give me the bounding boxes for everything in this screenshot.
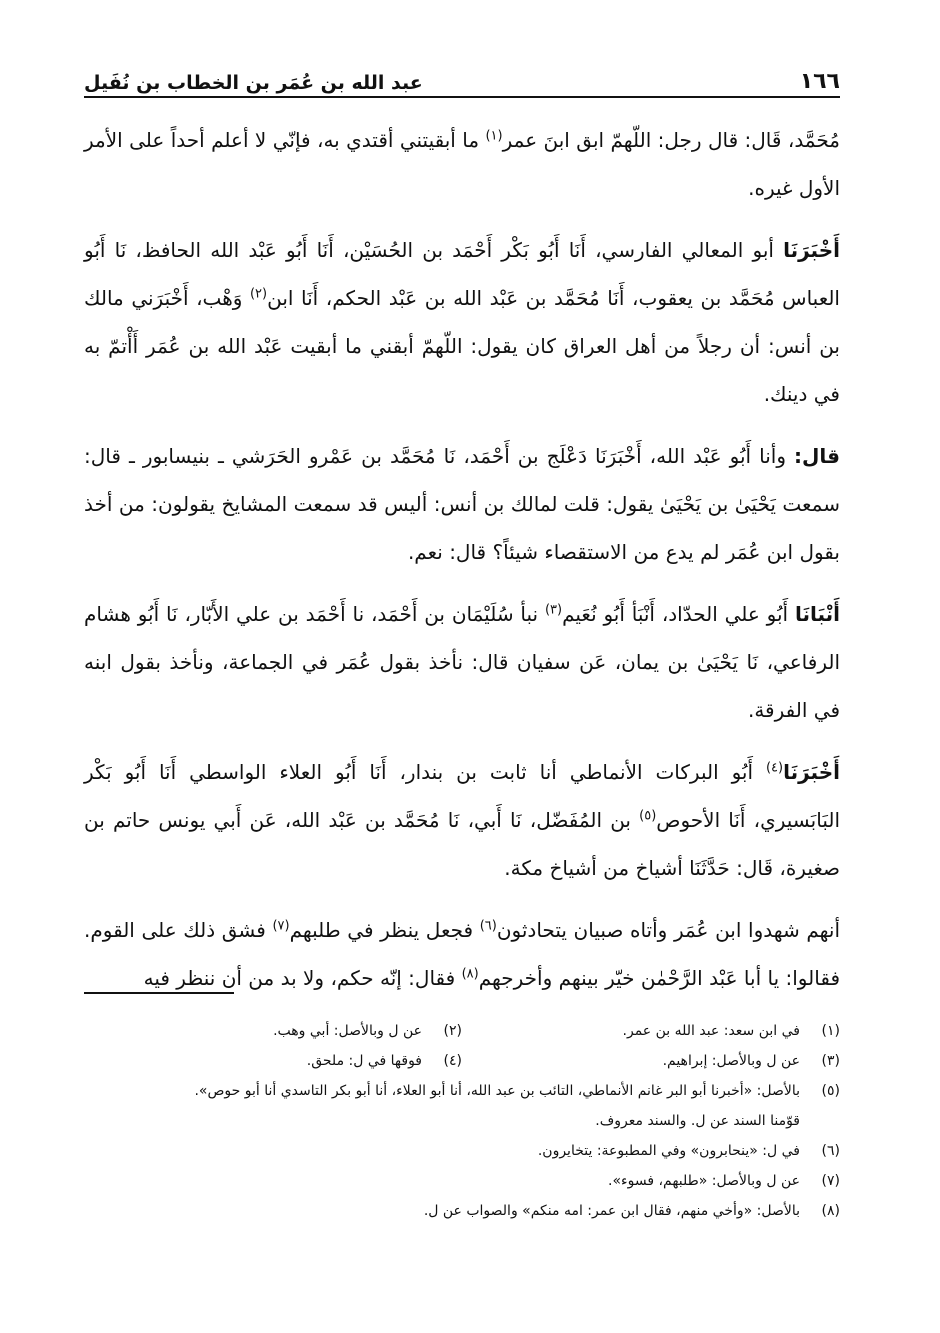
paragraph-text: وأنا أَبُو عَبْد الله، أَخْبَرَنَا دَعْلَج بن أَحْمَد، نَا مُحَمَّد بن عَمْرو الحَرَشي ـ بنيسابور ـ قال: سمعت يَحْيَىٰ بن يَحْيَىٰ يقول: قلت لمالك بن أنس: أليس قد سمعت المشايخ يقولون: من أخذ بقول ابن عُمَر لم يدع من الاستقصاء شيئاً؟ قال: نعم. bbox=[84, 444, 840, 564]
footnote-number: (٧) bbox=[821, 1173, 840, 1189]
footnote-number: (٥) bbox=[821, 1083, 840, 1099]
paragraph-text: فجعل ينظر في طلبهم bbox=[289, 918, 480, 942]
paragraph-text: وَهْب، أَخْبَرَني مالك بن أنس: أن رجلاً من أهل العراق كان يقول: اللّهمّ أبقني ما أبقيت عَبْد الله بن عُمَر أَأْتمّ به في دينك. bbox=[84, 286, 840, 406]
paragraph-6 bbox=[84, 906, 840, 1002]
footnote-text: في ل: «ينحابرون» وفي المطبوعة: يتخايرون. bbox=[537, 1143, 800, 1159]
paragraph-5 bbox=[84, 748, 840, 892]
footnote-ref: (٥) bbox=[639, 808, 657, 824]
footnote-text: بالأصل: «أخبرنا أبو البر غانم الأنماطي، التائب بن عبد الله، أنا أبو العلاء، أنا أبو بكر التاسدي أنا أبو حوص». bbox=[194, 1083, 800, 1099]
main-text bbox=[84, 116, 840, 1016]
paragraph-text: أَبُو علي الحدّاد، أَنْبَأ أَبُو نُعَيم bbox=[562, 602, 795, 626]
footnote-row bbox=[84, 1046, 840, 1076]
paragraph-3 bbox=[84, 432, 840, 576]
paragraph-text: أنهم شهدوا ابن عُمَر وأتاه صبيان يتحادثون bbox=[496, 918, 840, 942]
footnote-number: (٨) bbox=[821, 1203, 840, 1219]
footnote-5 bbox=[84, 1076, 840, 1106]
page-header bbox=[84, 56, 840, 98]
footnote-3 bbox=[462, 1046, 840, 1076]
paragraph-text: أَبُو البركات الأنماطي أنا ثابت بن بندار، أَنَا أَبُو العلاء الواسطي أَنَا أَبُو بَكْر البَابَسيري، أَنَا الأحوص bbox=[84, 760, 840, 832]
footnote-ref: (٧) bbox=[272, 918, 290, 934]
transmission-lead: أَخْبَرَنَا bbox=[783, 238, 840, 262]
paragraph-4 bbox=[84, 590, 840, 734]
transmission-lead: أَنْبَانَا bbox=[794, 602, 841, 626]
footnote-number: (١) bbox=[821, 1023, 840, 1039]
footnote-number: (٦) bbox=[821, 1143, 840, 1159]
paragraph-2 bbox=[84, 226, 840, 418]
footnote-separator bbox=[84, 992, 234, 994]
footnote-text: عن ل وبالأصل: «طلبهم، فسوء». bbox=[608, 1173, 800, 1189]
paragraph-1 bbox=[84, 116, 840, 212]
footnote-number: (٣) bbox=[821, 1053, 840, 1069]
footnote-ref: (٣) bbox=[544, 602, 563, 618]
paragraph-text: ما أبقيتني أقتدي به، فإنّي لا أعلم أحداً على الأمر الأول غيره. bbox=[84, 128, 840, 200]
footnote-8 bbox=[84, 1196, 840, 1226]
footnote-6 bbox=[84, 1136, 840, 1166]
paragraph-text: فشق ذلك على القوم. فقالوا: يا أبا عَبْد الرَّحْمٰن خيّر بينهم وأخرجهم bbox=[84, 918, 840, 990]
transmission-lead: أَخْبَرَنَا bbox=[783, 760, 840, 784]
footnote-7 bbox=[84, 1166, 840, 1196]
paragraph-text: أبو المعالي الفارسي، أَنَا أَبُو بَكْر أَحْمَد بن الحُسَيْن، أَنَا أَبُو عَبْد الله الحافظ، نَا أَبُو العباس مُحَمَّد بن يعقوب، أَنَا مُحَمَّد بن عَبْد الله بن عَبْد الحكم، أَنَا ابن bbox=[84, 238, 840, 310]
footnote-ref: (١) bbox=[485, 128, 503, 144]
footnotes bbox=[84, 1016, 840, 1226]
footnote-ref: (٨) bbox=[461, 966, 479, 982]
footnote-text: في ابن سعد: عبد الله بن عمر. bbox=[622, 1023, 800, 1039]
footnote-4 bbox=[84, 1046, 462, 1076]
paragraph-text: فقال: إنّه حكم، ولا بد من أن ننظر فيه bbox=[143, 966, 462, 990]
footnote-text: عن ل وبالأصل: إبراهيم. bbox=[662, 1053, 800, 1069]
footnote-text: بالأصل: «وأخي منهم، فقال ابن عمر: امه منكم» والصواب عن ل. bbox=[423, 1203, 800, 1219]
footnote-5-continuation: قوّمنا السند عن ل. والسند معروف. bbox=[595, 1113, 800, 1129]
running-title: عبد الله بن عُمَر بن الخطاب بن نُفَيل bbox=[84, 72, 423, 94]
transmission-lead: قال: bbox=[794, 444, 840, 468]
footnote-2 bbox=[84, 1016, 462, 1046]
footnote-text: فوقها في ل: ملحق. bbox=[306, 1053, 422, 1069]
footnote-number: (٢) bbox=[443, 1023, 462, 1039]
paragraph-text: نبأ سُلَيْمَان بن أَحْمَد، نا أَحْمَد بن علي الأَبّار، نَا أَبُو هشام الرفاعي، نَا يَحْيَىٰ بن يمان، عَن سفيان قال: نأخذ بقول عُمَر في الجماعة، ونأخذ بقول ابنه في الفرقة. bbox=[84, 602, 840, 722]
footnote-row bbox=[84, 1016, 840, 1046]
paragraph-text: بن المُفَضّل، نَا أَبي، نَا مُحَمَّد بن عَبْد الله، عَن أَبي يونس حاتم بن صغيرة، قَال: حَدَّثَنَا أشياخ من أشياخ مكة. bbox=[84, 808, 840, 880]
footnote-ref: (٤) bbox=[765, 760, 784, 776]
paragraph-text: مُحَمَّد، قَال: قال رجل: اللّهمّ ابق ابنَ عمر bbox=[502, 128, 840, 152]
footnote-text: عن ل وبالأصل: أبي وهب. bbox=[273, 1023, 422, 1039]
page-number: ١٦٦ bbox=[799, 69, 840, 94]
footnote-ref: (٢) bbox=[249, 286, 268, 302]
footnote-ref: (٦) bbox=[479, 918, 497, 934]
footnote-1 bbox=[462, 1016, 840, 1046]
footnote-number: (٤) bbox=[443, 1053, 462, 1069]
